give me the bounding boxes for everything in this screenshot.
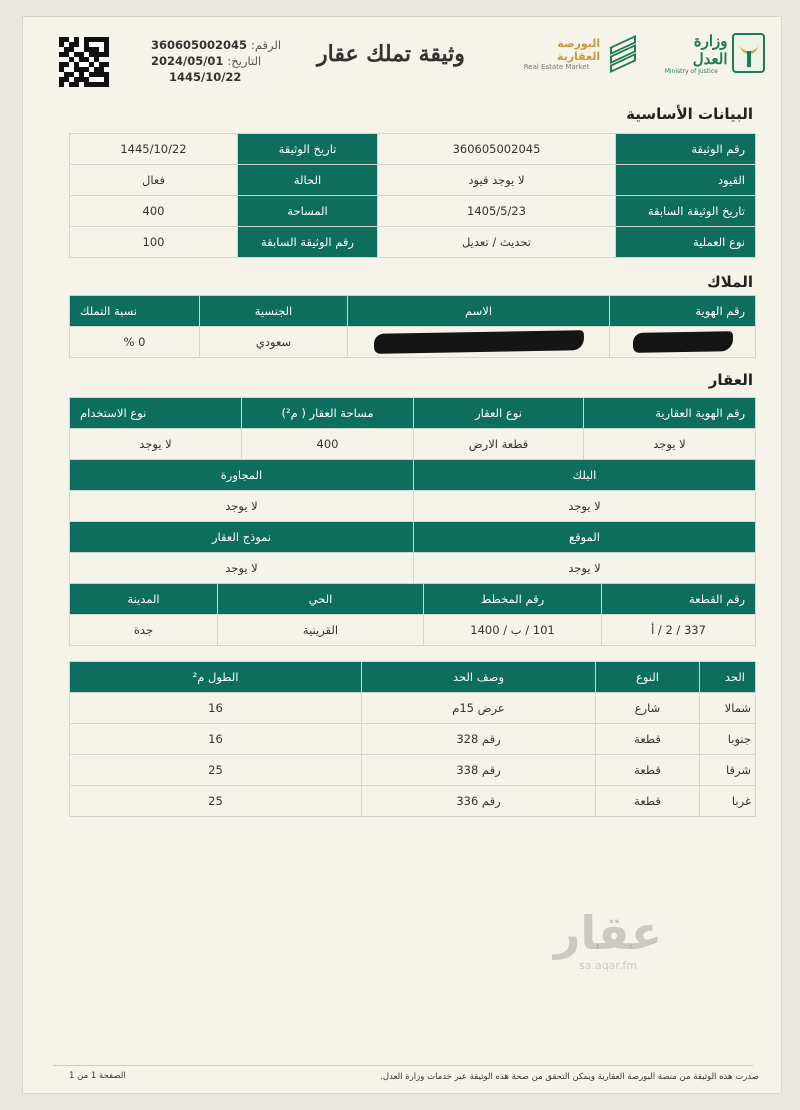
hdr-boundary-desc: وصف الحد bbox=[362, 662, 596, 693]
hdr-boundary: الحد bbox=[700, 662, 756, 693]
basic-data-table bbox=[69, 133, 756, 258]
owners-header-nationality: الجنسية bbox=[200, 296, 348, 327]
hdr-neighborhood-adj: المجاورة bbox=[70, 460, 414, 491]
page-title: وثيقة تملك عقار bbox=[317, 41, 465, 67]
hdr-property-type: نوع العقار bbox=[414, 398, 584, 429]
boundary-direction: شرقا bbox=[700, 755, 756, 786]
hdr-district: الحي bbox=[218, 584, 424, 615]
table-row bbox=[70, 755, 756, 786]
val-district: القرينية bbox=[218, 615, 424, 646]
basic-value: فعال bbox=[70, 165, 238, 196]
footer-verification-note: صدرت هذه الوثيقة من منصة البورصة العقارية ويمكن التحقق من صحة هذه الوثيقة عبر خدمات وزارة العدل. bbox=[380, 1072, 759, 1082]
scales-emblem-icon bbox=[732, 33, 766, 73]
basic-value: 400 bbox=[70, 196, 238, 227]
boundary-type: قطعة bbox=[596, 786, 700, 817]
hdr-property-id: رقم الهوية العقارية bbox=[584, 398, 756, 429]
owner-name-redacted bbox=[348, 327, 610, 358]
real-estate-market-logo bbox=[513, 31, 643, 77]
property-table-2 bbox=[69, 459, 756, 522]
val-property-area: 400 bbox=[242, 429, 414, 460]
owners-header-name: الاسم bbox=[348, 296, 610, 327]
table-row bbox=[70, 327, 756, 358]
moj-logo-arabic: وزارة العدل bbox=[692, 31, 728, 68]
document-meta bbox=[151, 37, 301, 85]
boundary-description: رقم 328 bbox=[362, 724, 596, 755]
hdr-plot-number: رقم القطعة bbox=[602, 584, 756, 615]
val-plot-number: 337 / 2 / أ bbox=[602, 615, 756, 646]
moj-logo-english: Ministry of Justice bbox=[664, 67, 718, 75]
property-table-3 bbox=[69, 521, 756, 584]
basic-value: 360605002045 bbox=[378, 134, 616, 165]
val-property-model: لا يوجد bbox=[70, 553, 414, 584]
boundary-description: عرض 15م bbox=[362, 693, 596, 724]
basic-value: 1405/5/23 bbox=[378, 196, 616, 227]
boundary-type: قطعة bbox=[596, 724, 700, 755]
ministry-of-justice-logo bbox=[655, 29, 765, 77]
owner-share: 0 % bbox=[70, 327, 200, 358]
number-value: 360605002045 bbox=[151, 38, 248, 52]
property-title: العقار bbox=[708, 371, 753, 389]
boundary-length: 16 bbox=[70, 724, 362, 755]
date-label: التاريخ: bbox=[227, 54, 262, 68]
table-row bbox=[70, 693, 756, 724]
hdr-usage-type: نوع الاستخدام bbox=[70, 398, 242, 429]
basic-value: لا يوجد قيود bbox=[378, 165, 616, 196]
hdr-block: البلك bbox=[414, 460, 756, 491]
document-header bbox=[23, 17, 783, 97]
table-row bbox=[70, 165, 756, 196]
building-stack-icon bbox=[606, 35, 643, 73]
table-row bbox=[70, 553, 756, 584]
owners-table bbox=[69, 295, 756, 358]
owners-header-share: نسبة التملك bbox=[70, 296, 200, 327]
basic-label: تاريخ الوثيقة bbox=[238, 134, 378, 165]
boundary-length: 25 bbox=[70, 786, 362, 817]
property-header-row-2 bbox=[70, 460, 756, 491]
boundary-direction: غربا bbox=[700, 786, 756, 817]
boundary-type: قطعة bbox=[596, 755, 700, 786]
owners-title: الملاك bbox=[707, 273, 753, 291]
basic-data-title: البيانات الأساسية bbox=[626, 105, 753, 123]
table-row bbox=[70, 227, 756, 258]
owners-header-id: رقم الهوية bbox=[610, 296, 756, 327]
val-city: جدة bbox=[70, 615, 218, 646]
page-indicator: الصفحة 1 من 1 bbox=[69, 1071, 126, 1081]
document-sheet bbox=[22, 16, 782, 1094]
property-table-4 bbox=[69, 583, 756, 646]
basic-label: تاريخ الوثيقة السابقة bbox=[616, 196, 756, 227]
table-row bbox=[70, 134, 756, 165]
val-location: لا يوجد bbox=[414, 553, 756, 584]
footer-divider bbox=[53, 1065, 753, 1066]
hdr-boundary-length: الطول م² bbox=[70, 662, 362, 693]
table-row bbox=[70, 429, 756, 460]
table-row bbox=[70, 491, 756, 522]
val-property-type: قطعة الارض bbox=[414, 429, 584, 460]
owner-nationality: سعودي bbox=[200, 327, 348, 358]
boundary-length: 16 bbox=[70, 693, 362, 724]
basic-value: 100 bbox=[70, 227, 238, 258]
table-row bbox=[70, 615, 756, 646]
property-header-row-3 bbox=[70, 522, 756, 553]
basic-value: 1445/10/22 bbox=[70, 134, 238, 165]
basic-label: رقم الوثيقة bbox=[616, 134, 756, 165]
val-property-id: لا يوجد bbox=[584, 429, 756, 460]
property-header-row-1 bbox=[70, 398, 756, 429]
val-usage-type: لا يوجد bbox=[70, 429, 242, 460]
watermark-logo-text: عقار bbox=[553, 906, 663, 960]
table-row bbox=[70, 724, 756, 755]
boundary-direction: شمالا bbox=[700, 693, 756, 724]
hdr-location: الموقع bbox=[414, 522, 756, 553]
basic-label: نوع العملية bbox=[616, 227, 756, 258]
rem-logo-english: Real Estate Market bbox=[523, 63, 590, 71]
property-table-1 bbox=[69, 397, 756, 460]
boundary-length: 25 bbox=[70, 755, 362, 786]
basic-value: تحديث / تعديل bbox=[378, 227, 616, 258]
boundary-type: شارع bbox=[596, 693, 700, 724]
table-row bbox=[70, 786, 756, 817]
date-hijri: 1445/10/22 bbox=[169, 70, 242, 84]
boundary-description: رقم 338 bbox=[362, 755, 596, 786]
boundaries-table bbox=[69, 661, 756, 817]
boundaries-header-row bbox=[70, 662, 756, 693]
hdr-city: المدينة bbox=[70, 584, 218, 615]
owners-header-row bbox=[70, 296, 756, 327]
watermark-url: sa.aqar.fm bbox=[578, 959, 638, 972]
rem-logo-arabic: البورصة العقارية bbox=[556, 37, 601, 63]
property-header-row-4 bbox=[70, 584, 756, 615]
boundary-direction: جنوبا bbox=[700, 724, 756, 755]
number-label: الرقم: bbox=[251, 38, 282, 52]
basic-label: المساحة bbox=[238, 196, 378, 227]
owner-id-redacted bbox=[610, 327, 756, 358]
basic-label: الحالة bbox=[238, 165, 378, 196]
document-footer bbox=[69, 1071, 759, 1083]
hdr-boundary-type: النوع bbox=[596, 662, 700, 693]
hdr-plan-number: رقم المخطط bbox=[424, 584, 602, 615]
aqar-watermark bbox=[538, 907, 678, 972]
val-block: لا يوجد bbox=[414, 491, 756, 522]
hdr-property-area: مساحة العقار ( م²) bbox=[242, 398, 414, 429]
table-row bbox=[70, 196, 756, 227]
hdr-property-model: نموذج العقار bbox=[70, 522, 414, 553]
boundary-description: رقم 336 bbox=[362, 786, 596, 817]
val-plan-number: 101 / ب / 1400 bbox=[424, 615, 602, 646]
basic-label: القيود bbox=[616, 165, 756, 196]
date-gregorian: 2024/05/01 bbox=[151, 54, 224, 68]
basic-label: رقم الوثيقة السابقة bbox=[238, 227, 378, 258]
val-neighborhood-adj: لا يوجد bbox=[70, 491, 414, 522]
qr-code-icon[interactable] bbox=[59, 37, 109, 87]
